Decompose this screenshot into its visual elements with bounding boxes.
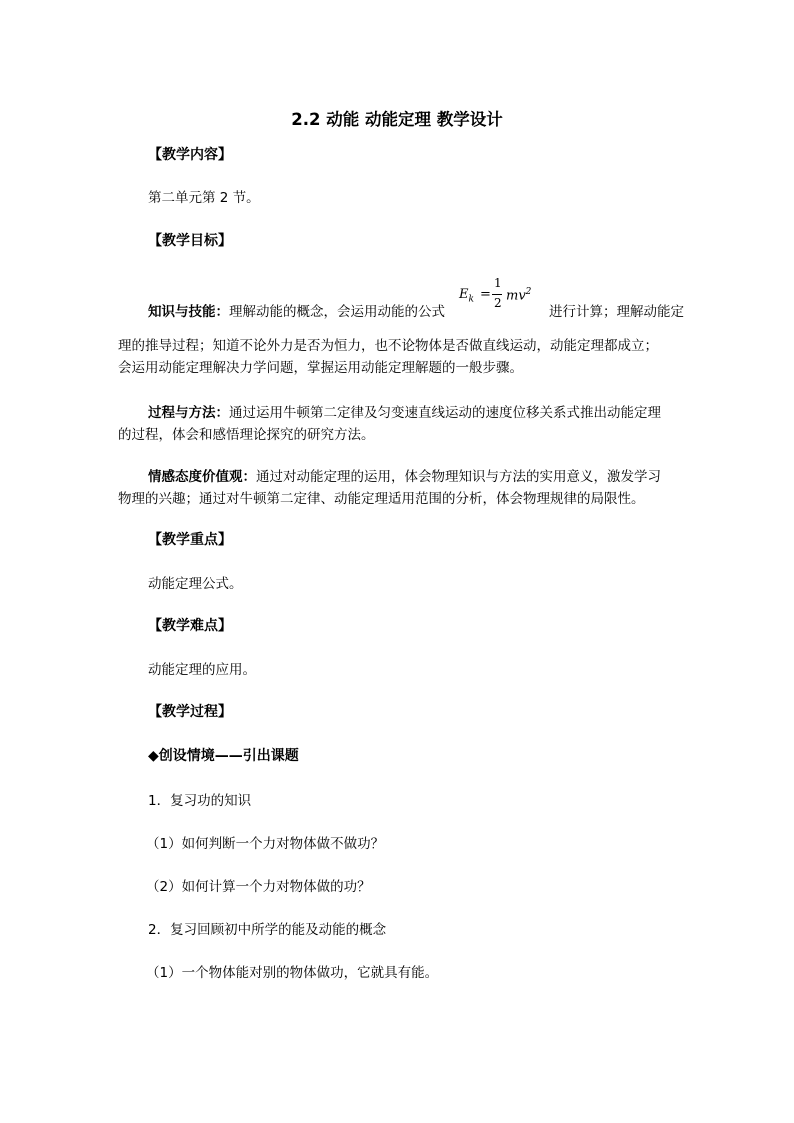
emotion-label: 情感态度价值观： bbox=[148, 469, 256, 485]
process-text: 通过运用牛顿第二定律及匀变速直线运动的速度位移关系式推出动能定理 bbox=[229, 405, 661, 421]
process-line-1 bbox=[148, 401, 661, 421]
content-text: 第二单元第 2 节。 bbox=[148, 190, 260, 206]
process-label: 过程与方法： bbox=[148, 405, 229, 421]
list-item: （1）如何判断一个力对物体做不做功？ bbox=[146, 836, 385, 852]
difficulty-text: 动能定理的应用。 bbox=[148, 662, 256, 678]
section-heading-difficulty: 【教学难点】 bbox=[148, 618, 232, 634]
key-text: 动能定理公式。 bbox=[148, 576, 243, 592]
formula-rhs: $mv^2$ bbox=[506, 287, 532, 304]
knowledge-line-3: 会运用动能定理解决力学问题，掌握运用动能定理解题的一般步骤。 bbox=[118, 360, 523, 376]
section-heading-procedure: 【教学过程】 bbox=[148, 704, 232, 720]
list-item: （1）一个物体能对别的物体做功，它就具有能。 bbox=[146, 965, 439, 981]
formula-fraction-bar bbox=[492, 294, 502, 295]
section-heading-key: 【教学重点】 bbox=[148, 532, 232, 548]
emotion-line-2: 物理的兴趣；通过对牛顿第二定律、动能定理适用范围的分析，体会物理规律的局限性。 bbox=[118, 491, 645, 507]
section-heading-goals: 【教学目标】 bbox=[148, 233, 232, 249]
knowledge-label: 知识与技能： bbox=[148, 304, 229, 320]
knowledge-line-2: 理的推导过程；知道不论外力是否为恒力，也不论物体是否做直线运动，动能定理都成立； bbox=[118, 338, 658, 354]
section-heading-content: 【教学内容】 bbox=[148, 147, 232, 163]
list-item: （2）如何计算一个力对物体做的功？ bbox=[146, 879, 371, 895]
formula-numerator: 1 bbox=[494, 276, 502, 290]
knowledge-text-after: 进行计算；理解动能定 bbox=[549, 304, 684, 320]
page-title: 2.2 动能 动能定理 教学设计 bbox=[291, 110, 503, 129]
formula-denominator: 2 bbox=[494, 296, 502, 310]
formula-equals: = bbox=[480, 287, 491, 302]
kinetic-energy-formula bbox=[459, 276, 539, 316]
list-item: 1．复习功的知识 bbox=[148, 793, 252, 809]
knowledge-line-1 bbox=[148, 300, 445, 320]
procedure-subheading: ◆创设情境——引出课题 bbox=[148, 748, 299, 764]
formula-lhs: $E_k$ bbox=[459, 287, 474, 305]
list-item: 2．复习回顾初中所学的能及动能的概念 bbox=[148, 922, 387, 938]
process-line-2: 的过程，体会和感悟理论探究的研究方法。 bbox=[118, 427, 375, 443]
emotion-line-1 bbox=[148, 465, 661, 485]
emotion-text: 通过对动能定理的运用，体会物理知识与方法的实用意义，激发学习 bbox=[256, 469, 661, 485]
knowledge-text-before: 理解动能的概念，会运用动能的公式 bbox=[229, 304, 445, 320]
